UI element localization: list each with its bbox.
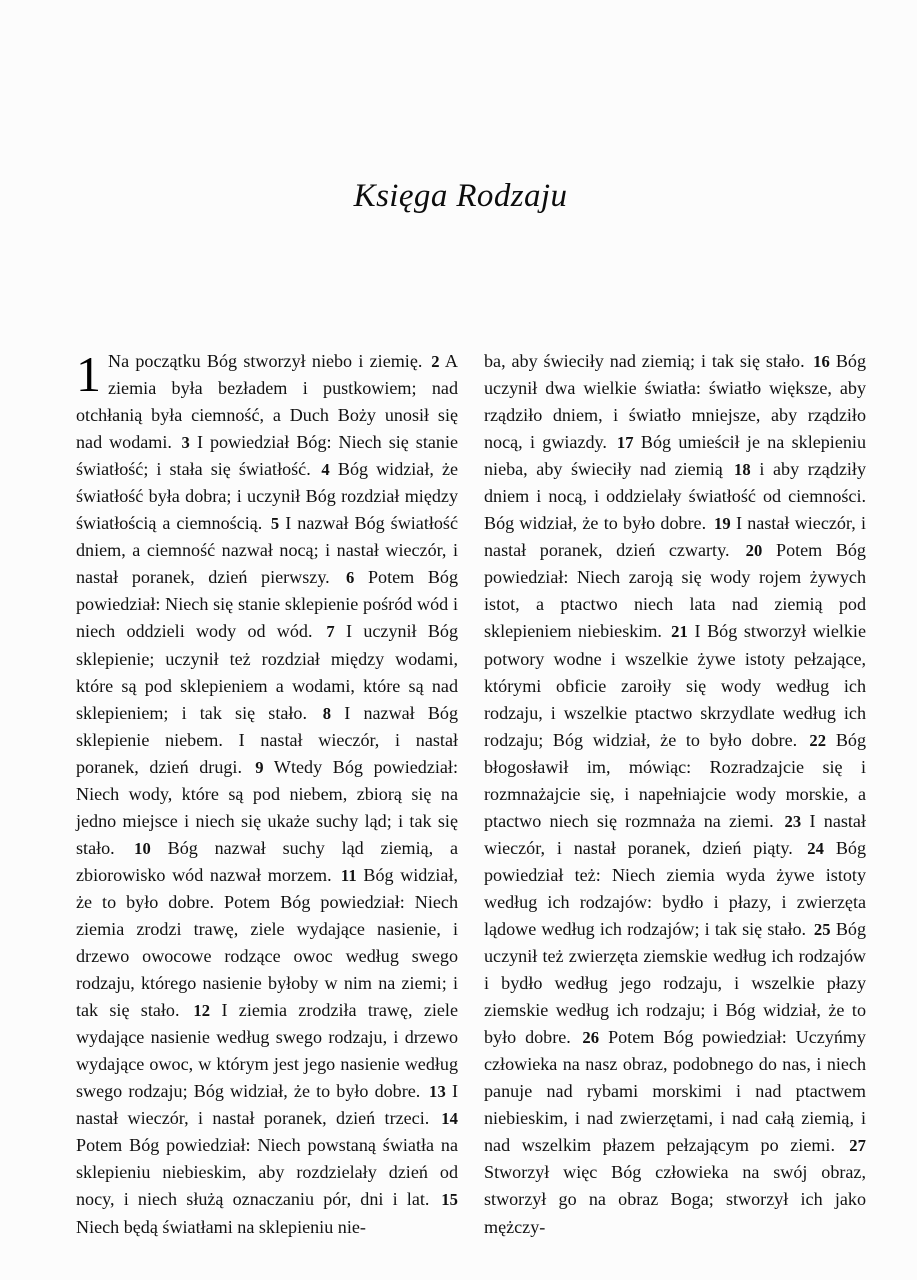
verse-20-text: Potem Bóg powiedział: Niech zaroją się wody rojem żywych istot, a ptactwo niech lata nad ziemią pod sklepieniem niebieskim.	[484, 540, 866, 642]
verse-number-13: 13	[429, 1082, 446, 1102]
verse-paragraph-left	[76, 348, 458, 1241]
verse-number-6: 6	[345, 568, 355, 588]
verse-8-text: I nazwał Bóg sklepienie niebem. I nastał wieczór, i nastał poranek, dzień drugi.	[76, 702, 459, 777]
column-left	[76, 346, 459, 1237]
verse-number-12: 12	[193, 1001, 211, 1021]
verse-number-16: 16	[813, 352, 830, 371]
verse-4-text: Bóg widział, że światłość była dobra; i uczynił Bóg rozdział między światłością a ciemnością.	[76, 459, 459, 534]
verse-7-text: I uczynił Bóg sklepienie; uczynił też rozdział między wodami, które są pod sklepieniem a wodami, które są nad sklepieniem; i tak się stało.	[76, 621, 459, 723]
verse-24-text: Bóg powiedział też: Niech ziemia wyda żywe istoty według ich rodzajów: bydło i płazy, i zwierzęta lądowe według ich rodzajów; i tak się stało.	[484, 837, 866, 939]
verse-number-21: 21	[671, 622, 688, 642]
verse-26-text: Potem Bóg powiedział: Uczyńmy człowieka na nasz obraz, podobnego do nas, i niech panuje nad rybami morskimi i nad ptactwem niebieskim, i nad zwierzętami, i nad całą ziemią, i nad wszelkim płazem pełzającym po ziemi.	[484, 1027, 866, 1156]
verse-18-text: i aby rządziły dniem i nocą, i oddzielały światłość od ciemności. Bóg widział, że to było dobre.	[484, 459, 866, 534]
verse-number-19: 19	[713, 514, 731, 534]
verse-number-18: 18	[734, 460, 751, 480]
verse-15-continuation: ba, aby świeciły nad ziemią; i tak się stało.	[484, 351, 805, 371]
verse-19-text: I nastał wieczór, i nastał poranek, dzień czwarty.	[484, 513, 867, 561]
verse-number-11: 11	[340, 865, 357, 885]
verse-number-15: 15	[441, 1190, 459, 1210]
verse-2-text: A ziemia była bezładem i pustkowiem; nad otchłanią była ciemność, a Duch Boży unosił się nad wodami.	[76, 351, 458, 453]
verse-number-20: 20	[745, 541, 763, 561]
verse-paragraph-right	[484, 348, 866, 1241]
verse-number-17: 17	[616, 433, 634, 453]
verse-number-3: 3	[181, 433, 190, 453]
verse-23-text: I nastał wieczór, i nastał poranek, dzień piąty.	[484, 810, 866, 858]
verse-6-text: Potem Bóg powiedział: Niech się stanie sklepienie pośród wód i niech oddzieli wody od wód.	[76, 567, 459, 642]
verse-22-text: Bóg błogosławił im, mówiąc: Rozradzajcie się i rozmnażajcie się, i napełniajcie wody morskie, a ptactwo niech się rozmnaża na ziemi.	[484, 729, 867, 831]
verse-number-24: 24	[807, 838, 825, 858]
verse-13-text: I nastał wieczór, i nastał poranek, dzień trzeci.	[76, 1081, 458, 1129]
verse-1-text: Na początku Bóg stworzył niebo i ziemię.	[108, 351, 423, 371]
verse-5-text: I nazwał Bóg światłość dniem, a ciemność nazwał nocą; i nastał wieczór, i nastał poranek, dzień pierwszy.	[76, 513, 458, 588]
verse-3-text: I powiedział Bóg: Niech się stanie światłość; i stała się światłość.	[76, 432, 458, 480]
verse-9-text: Wtedy Bóg powiedział: Niech wody, które są pod niebem, zbiorą się na jedno miejsce i niech się ukaże suchy ląd; i tak się stało.	[76, 756, 458, 858]
verse-number-4: 4	[321, 460, 330, 480]
verse-number-14: 14	[441, 1109, 459, 1129]
column-right	[484, 348, 867, 1237]
body-columns	[76, 346, 867, 1237]
verse-number-27: 27	[849, 1136, 866, 1156]
verse-11-text: Bóg widział, że to było dobre. Potem Bóg powiedział: Niech ziemia zrodzi trawę, ziele wydające nasienie, i drzewo owocowe rodzące owoc według swego rodzaju, którego nasienie byłoby w nim na ziemi; i tak się stało.	[76, 864, 458, 1021]
verse-25-text: Bóg uczynił też zwierzęta ziemskie według ich rodzajów i bydło według jego rodzaju, i wszelkie płazy ziemskie według ich rodzaju; i Bóg widział, że to było dobre.	[484, 918, 867, 1048]
verse-number-2: 2	[431, 352, 440, 371]
verse-27-text: Stworzył więc Bóg człowieka na swój obraz, stworzył go na obraz Boga; stworzył ich jako mężczy-	[484, 1162, 866, 1237]
verse-number-26: 26	[582, 1028, 600, 1048]
verse-15-text: Niech będą światłami na sklepieniu nie-	[76, 1216, 366, 1237]
verse-16-text: Bóg uczynił dwa wielkie światła: światło większe, aby rządziło dniem, i światło mniejsze, aby rządziło nocą, i gwiazdy.	[484, 351, 867, 453]
verse-14-text: Potem Bóg powiedział: Niech powstaną światła na sklepieniu niebieskim, aby rozdzielały dzień od nocy, i niech służą oznaczaniu pór, dni i lat.	[76, 1135, 458, 1210]
verse-number-25: 25	[813, 919, 831, 939]
verse-21-text: I Bóg stworzył wielkie potwory wodne i wszelkie żywe istoty pełzające, którymi obficie zaroiły się wody według ich rodzaju, i wszelkie ptactwo skrzydlate według ich rodzaju; Bóg widział, że to było dobre.	[484, 621, 866, 750]
verse-12-text: I ziemia zrodziła trawę, ziele wydające nasienie według swego rodzaju, i drzewo wydające owoc, w którym jest jego nasienie według swego rodzaju; Bóg widział, że to było dobre.	[76, 1000, 458, 1102]
page-title: Księga Rodzaju	[353, 178, 568, 214]
verse-17-text: Bóg umieścił je na sklepieniu nieba, aby świeciły nad ziemią	[484, 432, 866, 480]
verse-number-22: 22	[809, 730, 827, 750]
verse-number-9: 9	[255, 757, 264, 777]
verse-number-8: 8	[322, 703, 332, 723]
verse-10-text: Bóg nazwał suchy ląd ziemią, a zbiorowisko wód nazwał morzem.	[76, 837, 459, 885]
verse-number-10: 10	[134, 838, 151, 858]
chapter-number-dropcap: 1	[76, 346, 101, 402]
verse-number-23: 23	[784, 811, 802, 831]
verse-number-7: 7	[326, 622, 335, 642]
verse-number-5: 5	[270, 514, 280, 534]
